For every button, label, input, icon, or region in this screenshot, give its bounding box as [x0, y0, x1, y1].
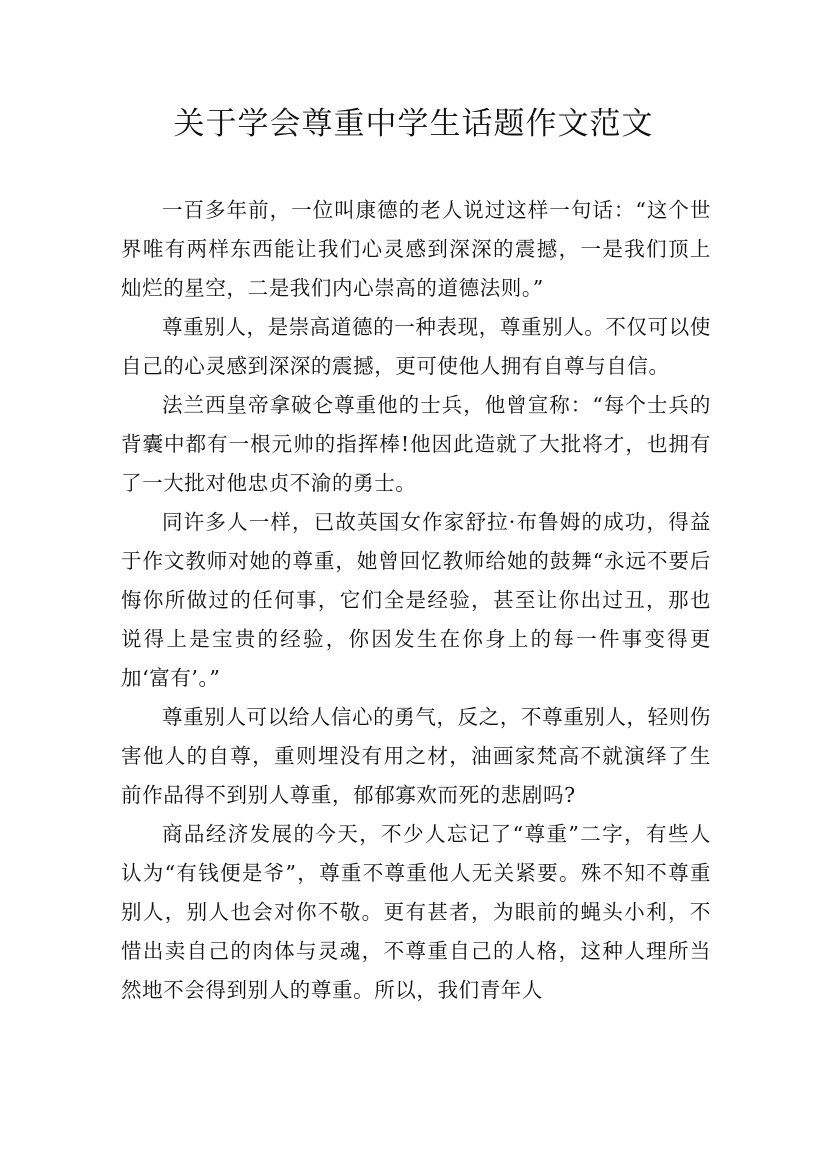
document-title: 关于学会尊重中学生话题作文范文 — [173, 106, 654, 142]
paragraph-2: 尊重别人，是崇高道德的一种表现，尊重别人。不仅可以使自己的心灵感到深深的震撼，更可使他人拥有自尊与自信。 — [121, 315, 711, 378]
document-body — [121, 191, 711, 1010]
paragraph-1: 一百多年前，一位叫康德的老人说过这样一句话：“这个世界唯有两样东西能让我们心灵感到深深的震撼，一是我们顶上灿烂的星空，二是我们内心崇高的道德法则。” — [121, 198, 711, 300]
paragraph-5: 尊重别人可以给人信心的勇气，反之，不尊重别人，轻则伤害他人的自尊，重则埋没有用之材，油画家梵高不就演绎了生前作品得不到别人尊重，郁郁寡欢而死的悲剧吗? — [121, 705, 711, 807]
paragraph-4: 同许多人一样，已故英国女作家舒拉·布鲁姆的成功，得益于作文教师对她的尊重，她曾回忆教师给她的鼓舞“永远不要后悔你所做过的任何事，它们全是经验，甚至让你出过丑，那也说得上是宝贵的经验，你因发生在你身上的每一件事变得更加‘富有’。” — [121, 510, 711, 690]
paragraph-3: 法兰西皇帝拿破仑尊重他的士兵，他曾宣称：“每个士兵的背囊中都有一根元帅的指挥棒!他因此造就了大批将才，也拥有了一大批对他忠贞不渝的勇士。 — [121, 393, 711, 495]
paragraph-6: 商品经济发展的今天，不少人忘记了“尊重”二字，有些人认为“有钱便是爷”，尊重不尊重他人无关紧要。殊不知不尊重别人，别人也会对你不敬。更有甚者，为眼前的蝇头小利，不惜出卖自己的肉体与灵魂，不尊重自己的人格，这种人理所当然地不会得到别人的尊重。所以，我们青年人 — [121, 822, 711, 1002]
